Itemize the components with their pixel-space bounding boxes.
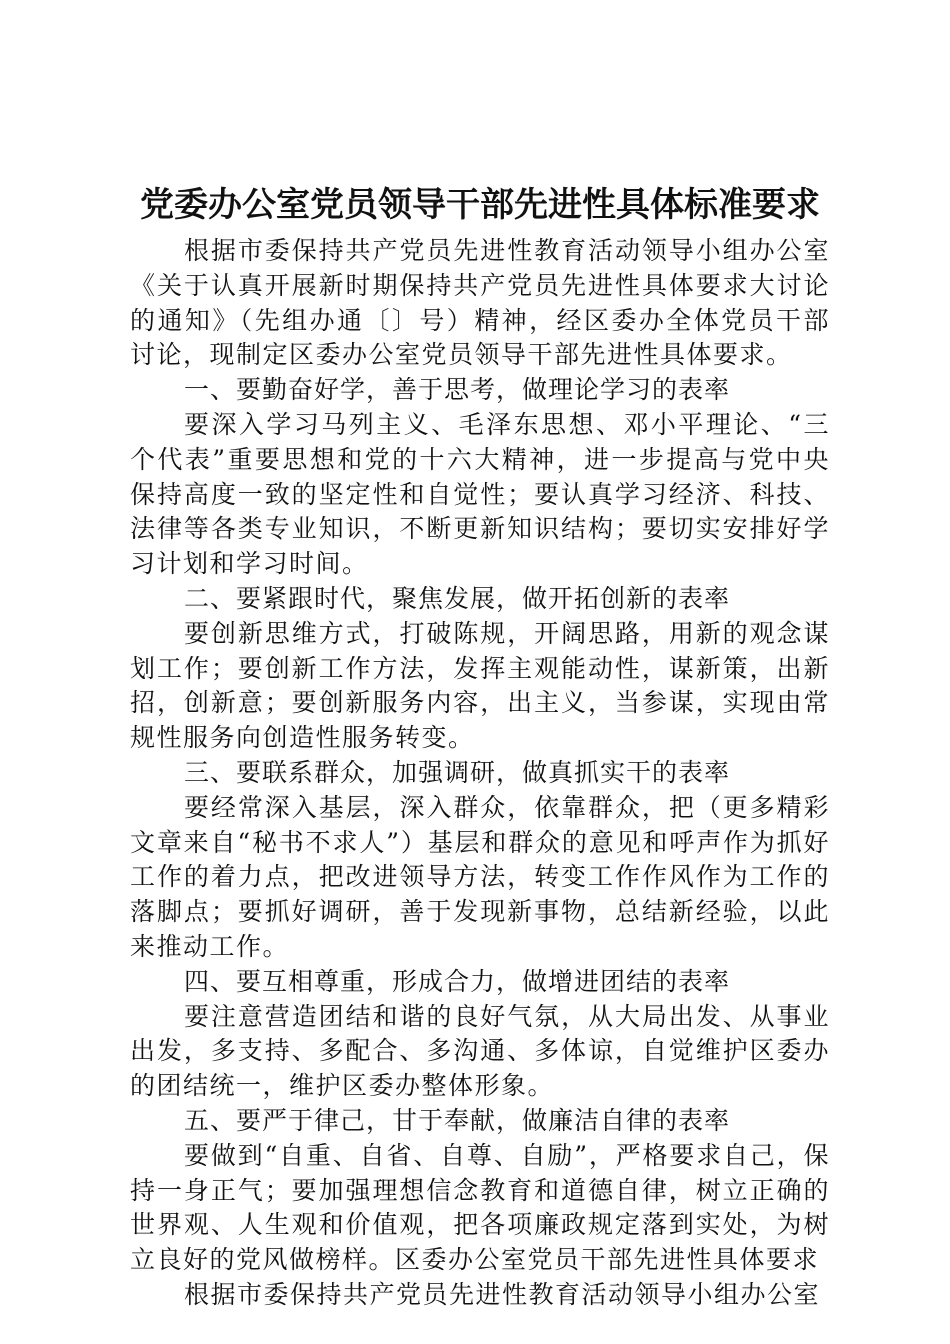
document-page	[130, 182, 830, 1313]
section-body-1: 要深入学习马列主义、毛泽东思想、邓小平理论、“三个代表”重要思想和党的十六大精神，进一步提高与党中央保持高度一致的坚定性和自觉性；要认真学习经济、科技、法律等各类专业知识，不断更新知识结构；要切实安排好学习计划和学习时间。	[130, 409, 830, 579]
intro-paragraph: 根据市委保持共产党员先进性教育活动领导小组办公室《关于认真开展新时期保持共产党员先进性具体要求大讨论的通知》（先组办通〔〕号）精神，经区委办全体党员干部讨论，现制定区委办公室党员领导干部先进性具体要求。	[130, 236, 830, 370]
section-heading-1: 一、要勤奋好学，善于思考，做理论学习的表率	[184, 375, 731, 405]
document-title: 党委办公室党员领导干部先进性具体标准要求	[140, 185, 820, 225]
section-heading-5: 五、要严于律己，甘于奉献，做廉洁自律的表率	[184, 1105, 731, 1135]
section-body-3: 要经常深入基层，深入群众，依靠群众，把（更多精彩文章来自“秘书不求人”）基层和群众的意见和呼声作为抓好工作的着力点，把改进领导方法，转变工作作风作为工作的落脚点；要抓好调研，善于发现新事物，总结新经验，以此来推动工作。	[130, 792, 830, 961]
section-body-4: 要注意营造团结和谐的良好气氛，从大局出发、从事业出发，多支持、多配合、多沟通、多体谅，自觉维护区委办的团结统一，维护区委办整体形象。	[130, 1001, 830, 1101]
repeated-intro-paragraph: 根据市委保持共产党员先进性教育活动领导小组办公室	[184, 1279, 821, 1309]
section-body-5: 要做到“自重、自省、自尊、自励”，严格要求自己，保持一身正气；要加强理想信念教育和道德自律，树立正确的世界观、人生观和价值观，把各项廉政规定落到实处，为树立良好的党风做榜样。区委办公室党员干部先进性具体要求	[130, 1140, 830, 1275]
section-heading-4: 四、要互相尊重，形成合力，做增进团结的表率	[184, 966, 731, 996]
section-body-2: 要创新思维方式，打破陈规，开阔思路，用新的观念谋划工作；要创新工作方法，发挥主观能动性，谋新策，出新招，创新意；要创新服务内容，出主义，当参谋，实现由常规性服务向创造性服务转变。	[130, 618, 830, 753]
section-heading-2: 二、要紧跟时代，聚焦发展，做开拓创新的表率	[184, 583, 731, 613]
section-heading-3: 三、要联系群众，加强调研，做真抓实干的表率	[184, 757, 731, 787]
